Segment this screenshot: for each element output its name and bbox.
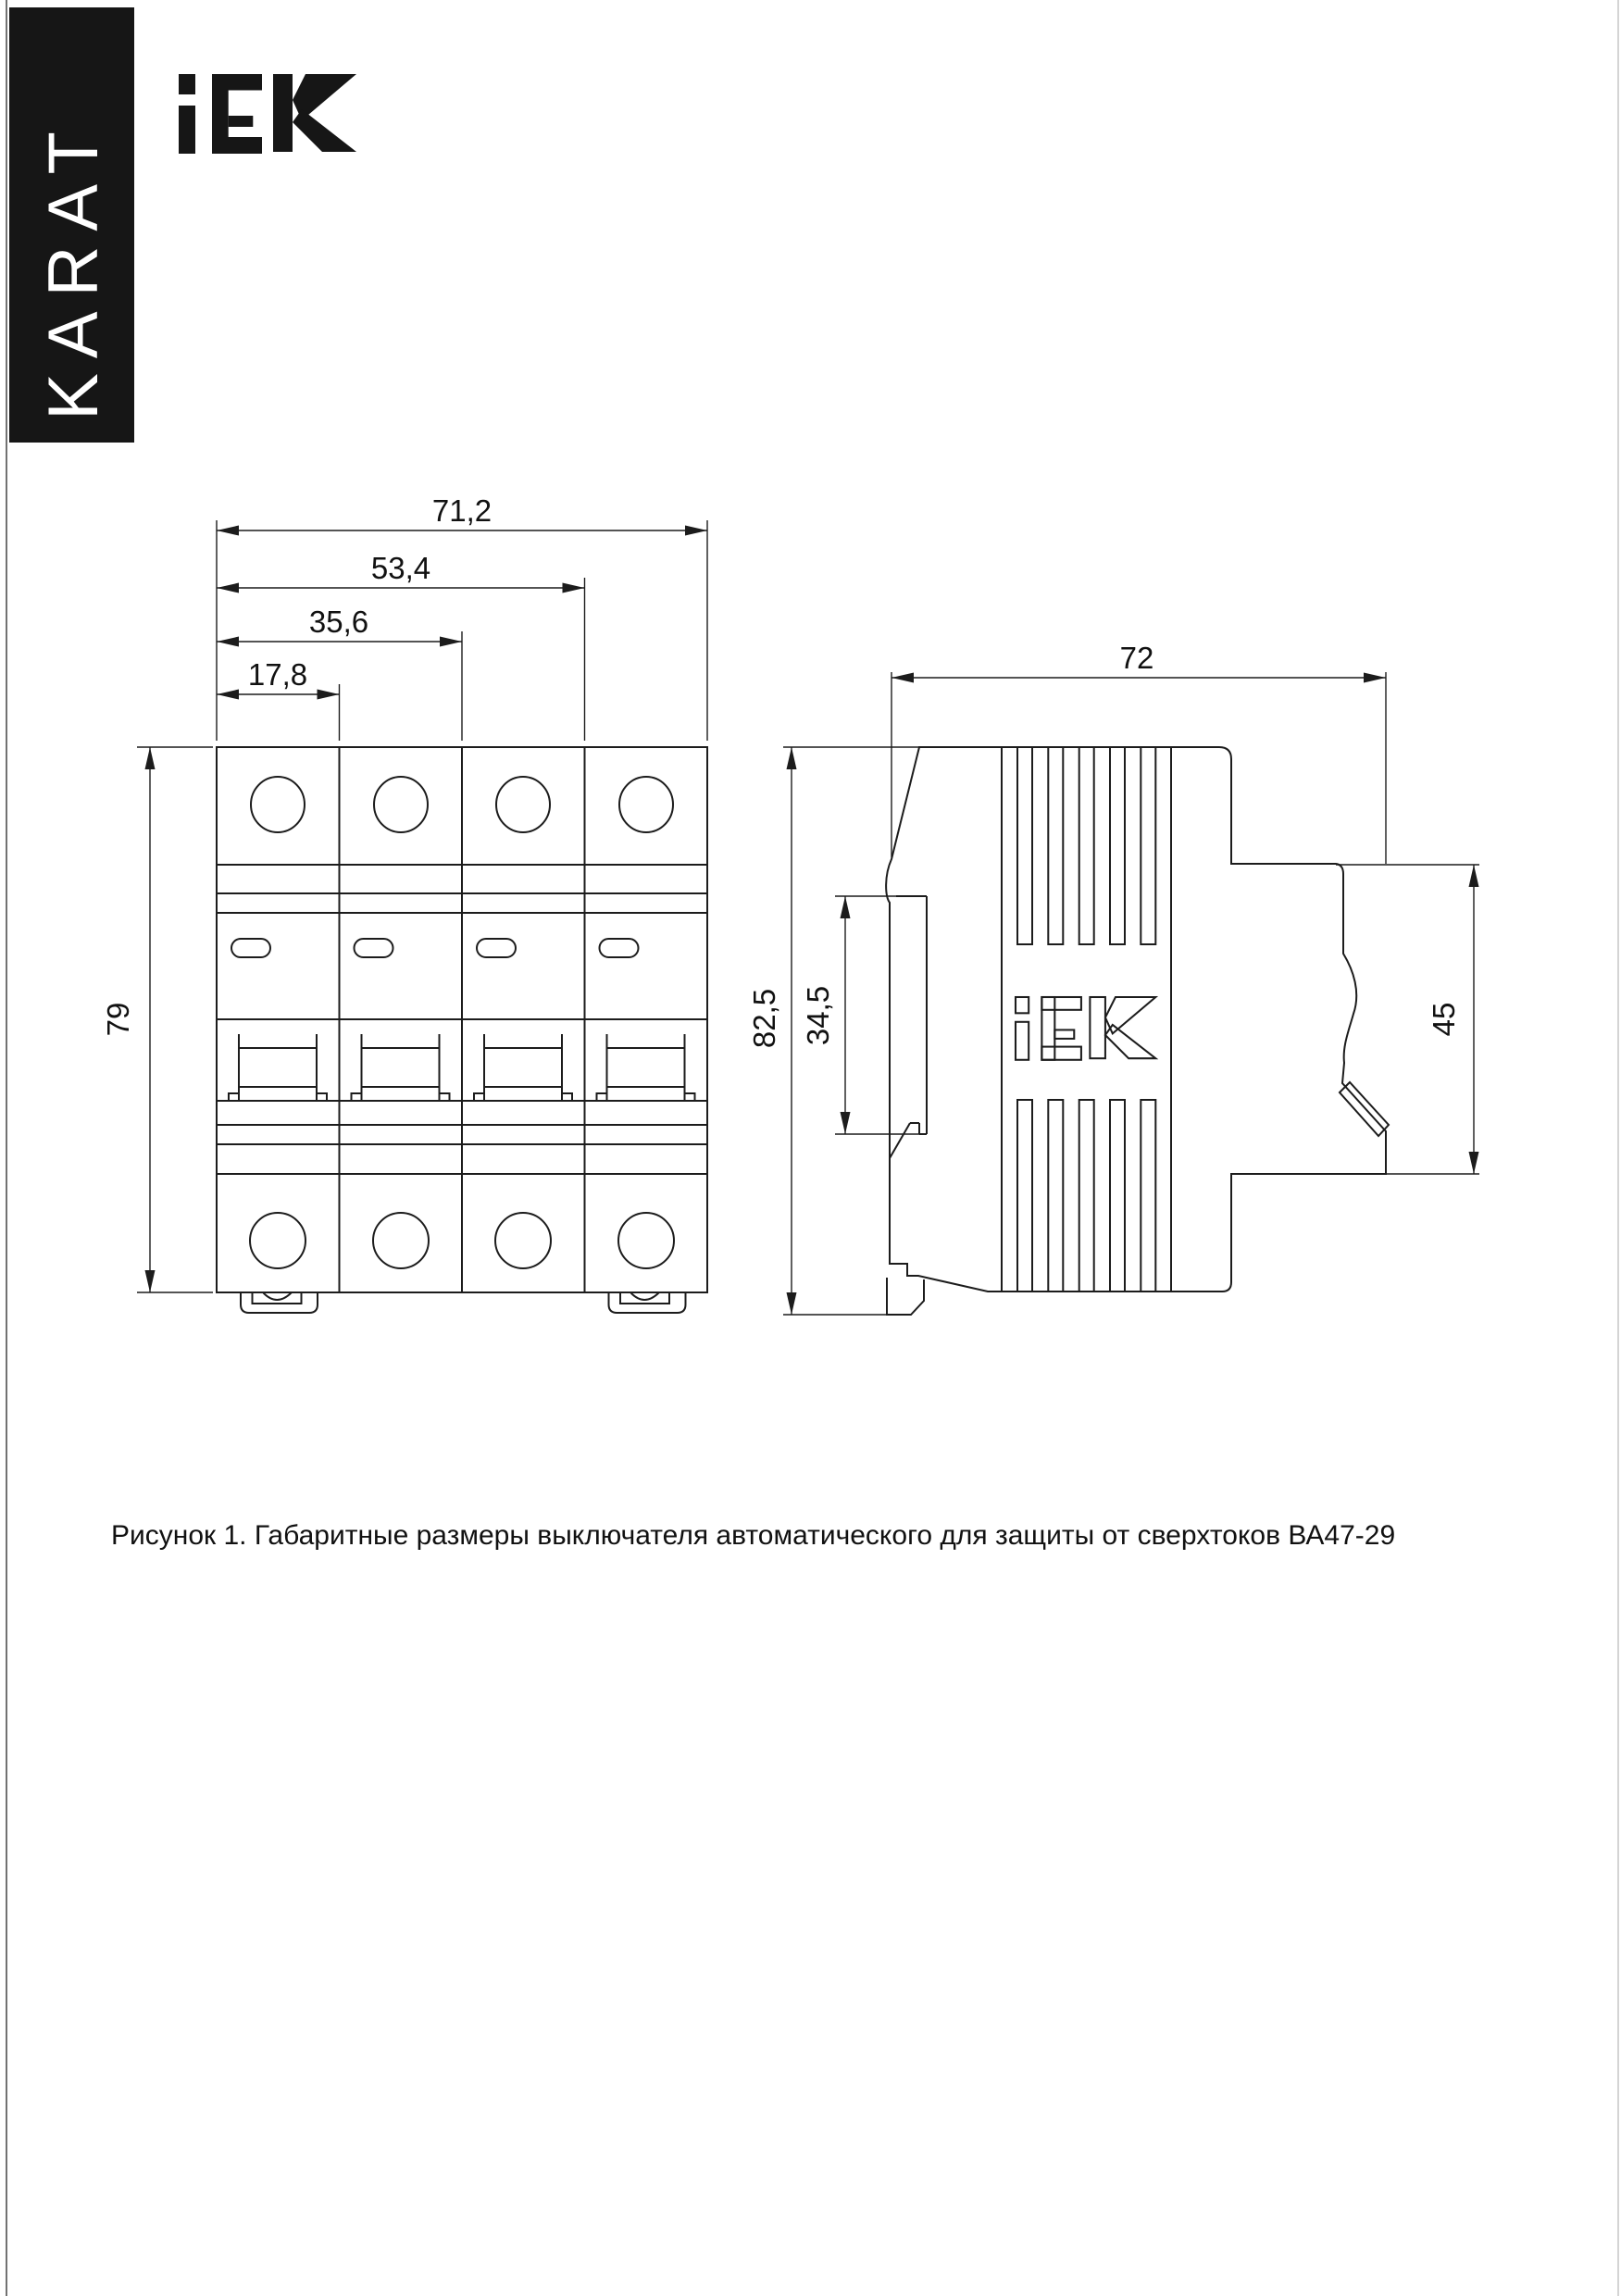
dim-width-three: 53,4 <box>370 551 431 585</box>
figure-caption: Рисунок 1. Габаритные размеры выключателя автоматического для защиты от сверхтоков ВА47-29 <box>111 1520 1396 1551</box>
dim-din-channel: 34,5 <box>801 985 835 1046</box>
din-clips <box>241 1292 686 1313</box>
din-foot <box>887 1278 924 1315</box>
dimension-lines <box>137 520 707 1292</box>
side-view <box>747 641 1479 1315</box>
iek-logo-glyphs <box>179 74 356 154</box>
din-channel <box>890 896 927 1158</box>
toggle-lever <box>474 1034 572 1101</box>
side-panel-edges <box>1002 747 1171 1292</box>
vent-slots-lower <box>1017 1100 1155 1292</box>
iek-logo-outline-glyphs <box>1016 997 1155 1060</box>
vent-slots-upper <box>1017 747 1155 944</box>
din-clip <box>609 1292 686 1313</box>
toggle-lever <box>352 1034 450 1101</box>
dim-width-two: 35,6 <box>308 605 369 639</box>
toggle-lever <box>597 1034 695 1101</box>
dimension-arrows <box>145 526 708 1293</box>
front-view <box>101 493 707 1313</box>
toggle-tip <box>1340 1082 1389 1136</box>
breaker-body-side <box>886 747 1386 1292</box>
iek-logo-embossed <box>1016 997 1155 1060</box>
iek-logo <box>179 74 356 154</box>
marking-windows <box>231 939 639 957</box>
toggle-lever <box>229 1034 327 1101</box>
dim-height-front: 79 <box>101 1002 135 1037</box>
dim-width-one: 17,8 <box>247 657 308 692</box>
dim-front-face: 45 <box>1427 1002 1461 1037</box>
dim-depth: 72 <box>1119 641 1154 675</box>
din-clip <box>241 1292 318 1313</box>
karat-banner-label: KARAT <box>34 117 113 420</box>
karat-banner <box>9 7 134 443</box>
dim-width-total: 71,2 <box>431 493 493 528</box>
dimension-lines <box>783 672 1479 1315</box>
dim-height-total: 82,5 <box>747 988 781 1049</box>
side-dimensions <box>747 641 1479 1315</box>
